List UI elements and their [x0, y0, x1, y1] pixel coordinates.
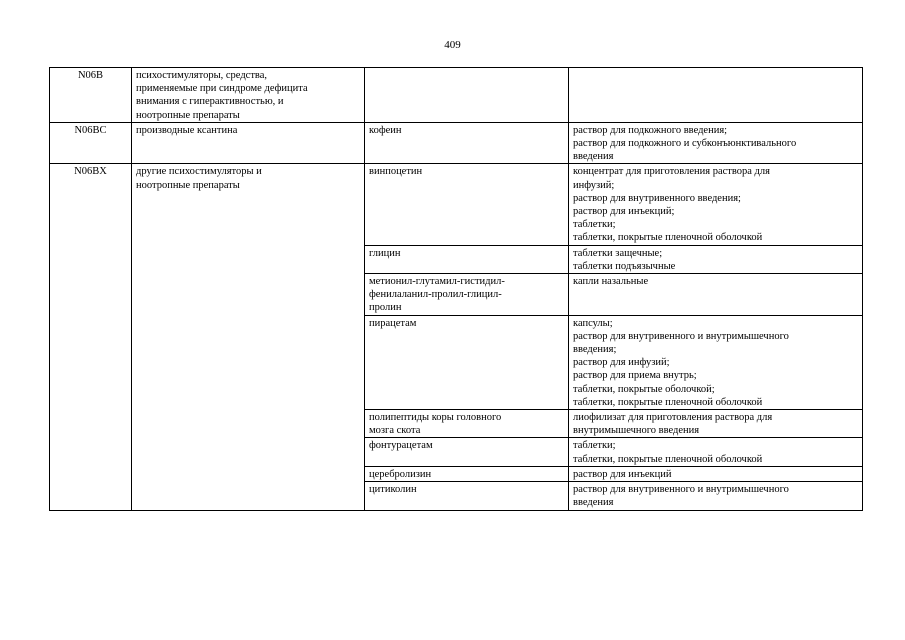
dosage-form-cell — [569, 68, 863, 123]
substance-cell — [365, 68, 569, 123]
text-line: раствор для внутривенного введения; — [573, 192, 741, 204]
text-line: введения — [573, 151, 614, 163]
text-line: таблетки, покрытые пленочной оболочкой — [573, 232, 763, 244]
dosage-form-cell — [569, 410, 863, 438]
text-line: пролин — [369, 302, 402, 314]
text-line: капли назальные — [573, 276, 649, 288]
substance-cell — [365, 410, 569, 438]
text-line: раствор для внутривенного и внутримышечного — [573, 484, 789, 496]
dosage-form-cell — [569, 438, 863, 466]
text-line: введения — [573, 497, 614, 509]
substance-cell — [365, 122, 569, 164]
text-line: раствор для инъекций; — [573, 206, 675, 218]
text-line: раствор для инъекций — [573, 468, 672, 480]
text-line: раствор для внутривенного и внутримышечного — [573, 330, 789, 342]
text-line: другие психостимуляторы и — [136, 166, 262, 178]
text-line: фонтурацетам — [369, 440, 433, 452]
text-line: введения; — [573, 344, 617, 356]
substance-cell — [365, 315, 569, 409]
group-name-cell — [132, 164, 365, 510]
text-line: таблетки, покрытые пленочной оболочкой — [573, 453, 763, 465]
text-line: раствор для приема внутрь; — [573, 370, 697, 382]
text-line: внимания с гиперактивностью, и — [136, 96, 284, 108]
text-line: раствор для подкожного введения; — [573, 124, 728, 136]
substance-cell — [365, 245, 569, 273]
dosage-form-cell — [569, 245, 863, 273]
dosage-form-cell — [569, 482, 863, 510]
text-line: психостимуляторы, средства, — [136, 70, 268, 81]
text-line: внутримышечного введения — [573, 425, 700, 437]
dosage-form-cell — [569, 164, 863, 245]
text-line: церебролизин — [369, 468, 432, 480]
substance-cell — [365, 466, 569, 481]
substance-cell — [365, 164, 569, 245]
text-line: раствор для инфузий; — [573, 357, 670, 369]
text-line: ноотропные препараты — [136, 179, 240, 191]
dosage-form-cell — [569, 315, 863, 409]
table-row — [50, 122, 863, 164]
substance-cell — [365, 274, 569, 316]
text-line: таблетки; — [573, 219, 616, 231]
text-line: глицин — [369, 247, 401, 259]
text-line: кофеин — [369, 124, 402, 136]
text-line: капсулы; — [573, 317, 613, 329]
substance-cell — [365, 482, 569, 510]
text-line: винпоцетин — [369, 166, 423, 178]
text-line: производные ксантина — [136, 124, 238, 136]
text-line: применяемые при синдроме дефицита — [136, 83, 308, 95]
group-name-cell — [132, 68, 365, 123]
substance-cell — [365, 438, 569, 466]
text-line: полипептиды коры головного — [369, 412, 502, 424]
atc-code-cell: N06B — [50, 68, 132, 123]
dosage-form-cell — [569, 466, 863, 481]
text-line: ноотропные препараты — [136, 109, 240, 121]
text-line: метионил-глутамил-гистидил- — [369, 276, 505, 288]
dosage-form-cell — [569, 122, 863, 164]
text-line: концентрат для приготовления раствора для — [573, 166, 770, 178]
text-line: инфузий; — [573, 179, 615, 191]
text-line: лиофилизат для приготовления раствора для — [573, 412, 773, 424]
atc-code-cell: N06BC — [50, 122, 132, 164]
atc-code-cell: N06BX — [50, 164, 132, 510]
text-line: цитиколин — [369, 484, 417, 496]
table-row — [50, 68, 863, 123]
group-name-cell — [132, 122, 365, 164]
text-line: таблетки подъязычные — [573, 260, 676, 272]
text-line: таблетки защечные; — [573, 247, 663, 259]
drug-classification-table — [49, 67, 863, 511]
text-line: таблетки, покрытые оболочкой; — [573, 383, 715, 395]
table-row — [50, 164, 863, 245]
text-line: таблетки; — [573, 440, 616, 452]
page-number: 409 — [444, 39, 461, 51]
text-line: пирацетам — [369, 317, 417, 329]
text-line: фенилаланил-пролил-глицил- — [369, 289, 502, 301]
dosage-form-cell — [569, 274, 863, 316]
text-line: мозга скота — [369, 425, 421, 437]
text-line: раствор для подкожного и субконъюнктивального — [573, 138, 797, 150]
text-line: таблетки, покрытые пленочной оболочкой — [573, 396, 763, 408]
